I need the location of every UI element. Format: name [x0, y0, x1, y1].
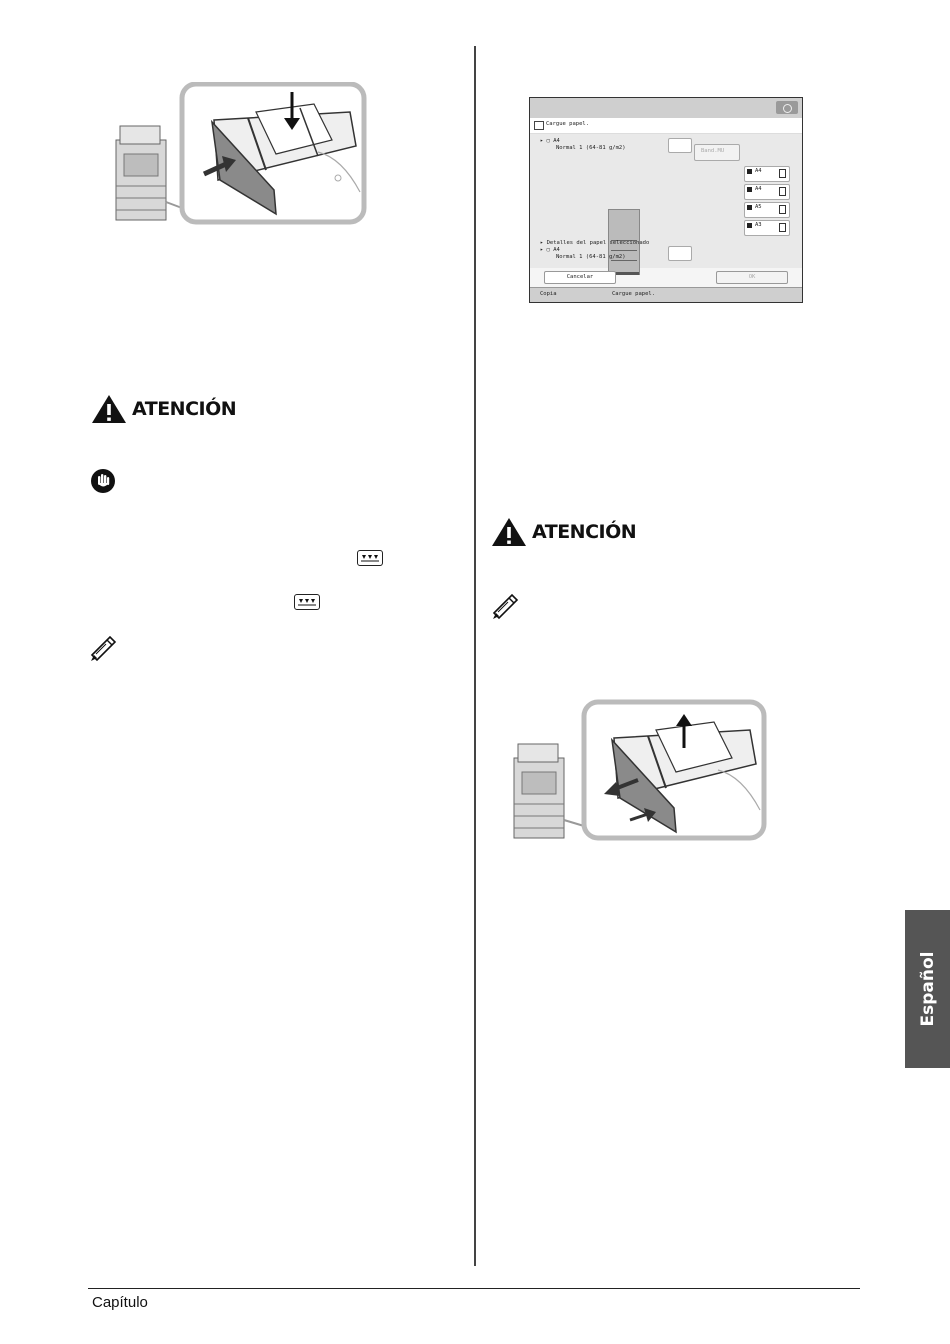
drawer-2-button[interactable]: A4 [744, 184, 790, 200]
ok-button[interactable]: OK [716, 271, 788, 284]
printer-icon [514, 744, 584, 838]
source-paper-type: Normal 1 (64-81 g/m2) [556, 145, 626, 151]
touch-panel-screen [529, 97, 803, 303]
screen-actions [530, 268, 802, 286]
details-label: ▸ Detalles del papel seleccionado [540, 240, 650, 246]
screen-status-bar [530, 287, 802, 302]
drawer-4-button[interactable]: A3 [744, 220, 790, 236]
paper-settings-button[interactable] [668, 138, 692, 153]
paper-details-button[interactable] [668, 246, 692, 261]
column-divider [474, 46, 476, 1266]
drawer-adjust-illustration [508, 698, 770, 844]
language-tab-label: Español [917, 951, 938, 1027]
paper-tray-icon [357, 550, 383, 566]
paper-drawer-icon [534, 121, 544, 130]
selected-paper-type: Normal 1 (64-81 g/m2) [556, 254, 626, 260]
footer-rule [88, 1288, 860, 1289]
illustration-adjust-paper [508, 698, 770, 844]
source-paper-size: ▸ ▢ A4 [540, 138, 560, 144]
drawer-1-button[interactable]: A4 [744, 166, 790, 182]
selected-paper-size: ▸ ▢ A4 [540, 247, 560, 253]
drawer-load-illustration [106, 82, 368, 228]
warning-attention [90, 393, 236, 425]
language-tab [905, 910, 950, 1068]
warning-attention-2 [490, 516, 636, 548]
bandeja-mu-button[interactable]: Band.MU [694, 144, 740, 161]
warning-triangle-icon [490, 516, 528, 548]
warning-attention-label: ATENCIÓN [532, 521, 637, 543]
paper-tray-icon [294, 594, 320, 610]
status-message: Cargue papel. [612, 291, 656, 297]
illustration-load-paper [106, 82, 368, 228]
cancel-button[interactable]: Cancelar [544, 271, 616, 284]
warning-attention-label: ATENCIÓN [132, 398, 237, 420]
screen-title-bar [530, 98, 802, 118]
printer-icon [116, 126, 182, 220]
drawer-3-button[interactable]: A5 [744, 202, 790, 218]
screen-message: Cargue papel. [546, 121, 590, 127]
settings-button[interactable] [776, 101, 798, 114]
note-pencil-icon [490, 594, 520, 624]
screen-body [530, 134, 802, 268]
important-icon [90, 468, 116, 498]
note-pencil-icon [88, 636, 118, 666]
footer-chapter-label: Capítulo [92, 1294, 148, 1311]
screen-message-bar [530, 118, 802, 134]
status-app: Copia [540, 291, 557, 297]
warning-triangle-icon [90, 393, 128, 425]
